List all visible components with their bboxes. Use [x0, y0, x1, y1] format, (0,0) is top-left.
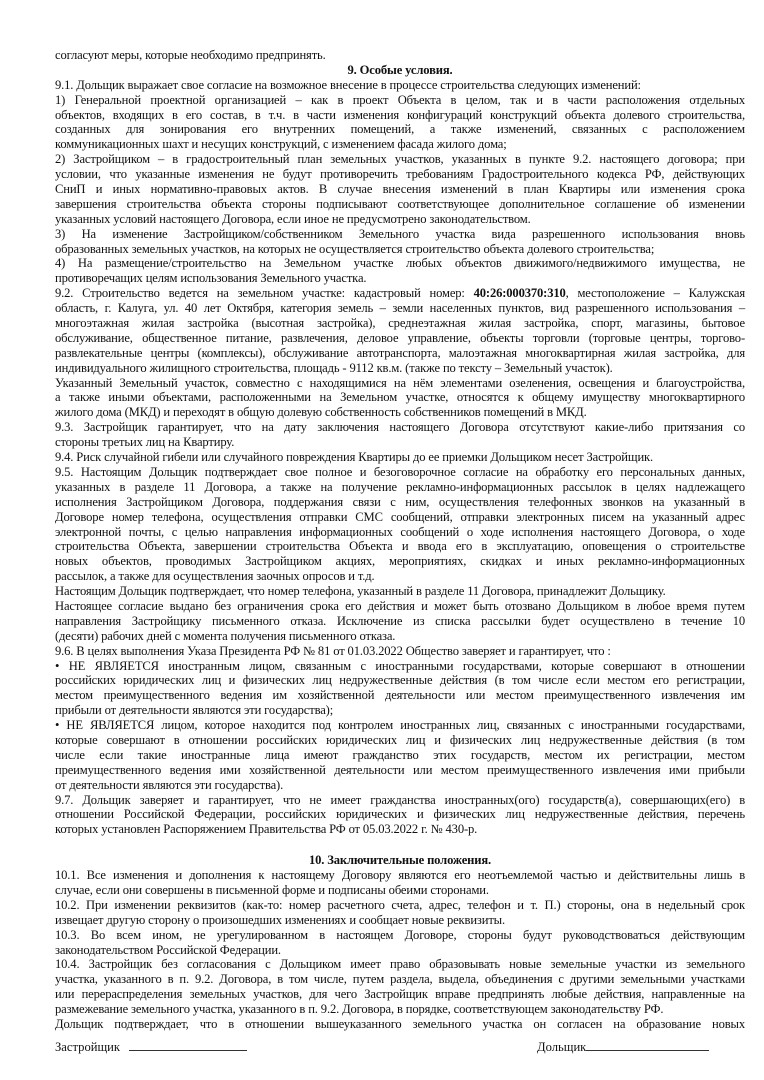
cadastral-number: 40:26:000370:310: [473, 286, 566, 301]
text-line: завершения строительства объекта стороны подписывают соответствующее дополнительное соглашение об изменении: [55, 196, 745, 211]
text-line: случае, если они совершены в письменной форме и подписаны обеими сторонами.: [55, 882, 489, 897]
text-line: согласуют меры, которые необходимо предпринять.: [55, 48, 326, 62]
paragraph: [55, 718, 745, 792]
paragraph: [55, 376, 745, 421]
paragraph: [55, 957, 745, 1017]
section-heading: [55, 63, 745, 78]
shareholder-signature-label: Дольщик: [537, 1040, 587, 1054]
text-line: Настоящее согласие выдано без ограничения срока его действия и может быть отозвано Дольщиком в любое время путем: [55, 598, 745, 613]
text-line: направления Застройщику письменного отказа. Исключение из списка рассылки будет осуществлено в течение 10: [55, 613, 745, 628]
text-line: коммуникационных шахт и несущих конструкций, с изменением фасада жилого дома;: [55, 137, 507, 152]
paragraph: [55, 256, 745, 286]
text-line: 3) На изменение Застройщиком/собственником Земельного участка вида разрешенного использования вновь: [55, 226, 745, 241]
text-line: отношении Российской Федерации, российских юридических и физических лиц недружественные действия, перечень: [55, 807, 745, 822]
text-line: противоречащих целям использования Земельного участка.: [55, 271, 367, 286]
text-line: извещает другую сторону о произошедших изменениях и сообщает новые реквизиты.: [55, 912, 505, 927]
text-line: прибыли от деятельности являются эти государства);: [55, 703, 334, 718]
text-line: 4) На размещение/строительство на Земельном участке любых объектов движимого/недвижимого имущества, не: [55, 256, 745, 271]
text-line: развлекательные центры (комплексы), обслуживание автотранспорта, малоэтажная многоквартирная жилая застройка, для: [55, 345, 745, 360]
paragraph: [55, 898, 745, 928]
document-body: [55, 48, 745, 1032]
paragraph: [55, 286, 745, 375]
text-line: 2) Застройщиком – в градостроительный план земельных участков, указанных в пункте 9.2. настоящего договора; при: [55, 152, 745, 167]
text-line: строительства Объекта, завершении строительства Объекта и ввода его в эксплуатацию, оповещения о строительстве: [55, 539, 745, 554]
text-line: числе если такие иностранные лица имеют гражданство этих государств, местом их регистрации, местом: [55, 747, 745, 762]
text-line: 10.4. Застройщик без согласования с Дольщиком имеет право образовывать новые земельные участки из земельного: [55, 957, 745, 972]
text-line: а также иными объектами, расположенными на Земельном участке, относятся к общему имуществу многоквартирного: [55, 390, 745, 405]
text-line: СниП и иных нормативно-правовых актов. В случае внесения изменений в план Квартиры или изменения срока: [55, 182, 745, 197]
text-line: жилого дома (МКД) и переходят в общую долевую собственность собственников помещений в МКД.: [55, 405, 587, 420]
text-line: объектов, входящих в его состав, в т.ч. в части изменения конфигураций конструкций объекта долевого строительства,: [55, 107, 745, 122]
text-line: образованных земельных участков, на которых не осуществляется строительство объекта долевого строительства;: [55, 241, 655, 256]
paragraph: [55, 78, 745, 93]
paragraph: [55, 1017, 745, 1032]
text-segment: , местоположение – Калужская: [565, 286, 746, 301]
text-line: 9.6. В целях выполнения Указа Президента РФ № 81 от 01.03.2022 Общество заверяет и гарантирует, что :: [55, 643, 611, 658]
paragraph: [55, 644, 745, 659]
text-line: 9.3. Застройщик гарантирует, что на дату заключения настоящего Договора отсутствуют какие-либо притязания со: [55, 420, 745, 435]
paragraph: [55, 420, 745, 450]
text-line: Настоящим Дольщик подтверждает, что номер телефона, указанный в разделе 11 Договора, принадлежит Дольщику.: [55, 584, 666, 599]
text-line: [55, 286, 745, 301]
paragraph: [55, 868, 745, 898]
text-line: стороны третьих лиц на Квартиру.: [55, 435, 235, 450]
text-line: российских юридических лиц и физических лиц недружественные действия (в том числе если местом его регистрации,: [55, 673, 745, 688]
section-heading: [55, 853, 745, 868]
text-line: 10.1. Все изменения и дополнения к настоящему Договору являются его неотъемлемой частью и действительны лишь в: [55, 868, 745, 883]
paragraph: [55, 48, 745, 63]
paragraph: [55, 152, 745, 226]
text-line: преимущественного ведения ими хозяйственной деятельности или местом преимущественного извлечения ими прибыли: [55, 762, 745, 777]
text-line: Дольщик подтверждает, что в отношении вышеуказанного земельного участка он согласен на образование новых: [55, 1017, 745, 1031]
text-line: которых установлен Распоряжением Правительства РФ от 05.03.2022 г. № 430-р.: [55, 822, 478, 837]
shareholder-signature: [537, 1038, 709, 1055]
text-line: 9.5. Настоящим Дольщик подтверждает свое полное и безоговорочное согласие на обработку его персональных данных,: [55, 464, 745, 479]
text-line: условии, что указанные изменения не будут противоречить требованиям Градостроительного кодекса РФ, действующих: [55, 167, 745, 182]
text-line: 9.7. Дольщик заверяет и гарантирует, что не имеет гражданства иностранных(ого) государств(а), совершающих(его) в: [55, 792, 745, 807]
text-line: (десяти) рабочих дней с момента получения письменного отказа.: [55, 628, 396, 643]
text-line: исполнения Застройщиком Договора, поддержания связи с ним, осуществления телефонных звонков на указанный в: [55, 494, 745, 509]
text-line: 10.2. При изменении реквизитов (как-то: номер расчетного счета, адрес, телефон и т. П.) стороны, она в недельный срок: [55, 897, 745, 912]
paragraph: [55, 227, 745, 257]
paragraph: [55, 599, 745, 644]
text-line: 10.3. Во всем ином, не урегулированном в настоящем Договоре, стороны будут руководствоваться действующим: [55, 927, 745, 942]
text-segment: 9.2. Строительство ведется на земельном участке: кадастровый номер:: [55, 286, 474, 301]
text-line: Указанный Земельный участок, совместно с находящимися на нём элементами озеленения, освещения и благоустройства,: [55, 375, 745, 390]
text-line: законодательством Российской Федерации.: [55, 942, 281, 957]
text-line: • НЕ ЯВЛЯЕТСЯ лицом, которое находится под контролем иностранных лиц, связанных с иностранными государствами,: [55, 718, 745, 733]
text-line: индивидуального жилищного строительства, площадь - 9112 кв.м. (также по тексту – Земельный участок).: [55, 360, 613, 375]
heading-text: 10. Заключительные положения.: [308, 853, 492, 868]
text-line: 9.1. Дольщик выражает свое согласие на возможное внесение в процессе строительства следующих изменений:: [55, 77, 641, 92]
paragraph: [55, 465, 745, 584]
text-line: 9.4. Риск случайной гибели или случайного повреждения Квартиры до ее приемки Дольщиком несет Застройщик.: [55, 450, 654, 465]
paragraph: [55, 450, 745, 465]
text-line: 1) Генеральной проектной организацией – как в проект Объекта в целом, так и в части расположения отдельных: [55, 92, 745, 107]
text-line: Договоре номер телефона, осуществления отправки СМС сообщений, отправки электронных писем на указанный адрес: [55, 509, 745, 524]
paragraph: [55, 93, 745, 153]
text-line: или перераспределения земельных участков, для чего Застройщик вправе предпринять любые действия, направленные на: [55, 987, 745, 1002]
text-line: новых объектов, проводимых Застройщиком акциях, мероприятиях, скидках и иных рекламно-информационных: [55, 554, 745, 569]
developer-signature-line: [129, 1038, 247, 1051]
text-line: местом преимущественного ведения им хозяйственной деятельности или местом преимущественного извлечения им: [55, 688, 745, 703]
text-line: область, г. Калуга, ул. 40 лет Октября, категория земель – земли населенных пунктов, вид разрешенного использования –: [55, 301, 745, 316]
developer-signature: [55, 1038, 247, 1055]
paragraph: [55, 928, 745, 958]
paragraph: [55, 793, 745, 838]
section-gap: [55, 837, 745, 853]
text-line: рассылок, а также для осуществления заочных опросов и т.д.: [55, 569, 375, 584]
text-line: созданных для зонирования его внутренних помещений, а также изменений, связанных с расположением: [55, 122, 745, 137]
developer-signature-label: Застройщик: [55, 1040, 121, 1054]
text-line: указанных в разделе 11 Договора, а также на получение рекламно-информационных рассылок в целях надлежащего: [55, 479, 745, 494]
heading-text: 9. Особые условия.: [347, 62, 453, 77]
text-line: размежевание земельного участка, указанного в п. 9.2. Договора, в порядке, соответствующем законодательству РФ.: [55, 1002, 664, 1017]
text-line: от деятельности являются эти государства).: [55, 777, 284, 792]
text-line: участка, указанного в п. 9.2. Договора, в том числе, путем раздела, выдела, объединения с другими земельными участками: [55, 972, 745, 987]
text-line: электронной почты, с целью направления информационных сообщений о ходе исполнения настоящего Договора, о ходе: [55, 524, 745, 539]
text-line: многоэтажная жилая застройка (высотная застройка), среднеэтажная жилая застройка, спорт, магазины, бытовое: [55, 316, 745, 331]
text-line: обслуживание, общественное питание, развлечения, деловое управление, объекты торговли (торговые центры, торгово-: [55, 330, 745, 345]
shareholder-signature-line: [586, 1038, 709, 1051]
text-line: указанных условий настоящего Договора, если иное не предусмотрено законодательством.: [55, 211, 531, 226]
text-line: которые совершают в отношении российских юридических лиц и физических лиц недружественные действия (в том: [55, 732, 745, 747]
text-line: • НЕ ЯВЛЯЕТСЯ иностранным лицом, связанным с иностранными государствами, которые совершают в отношении: [55, 658, 745, 673]
paragraph: [55, 659, 745, 719]
paragraph: [55, 584, 745, 599]
